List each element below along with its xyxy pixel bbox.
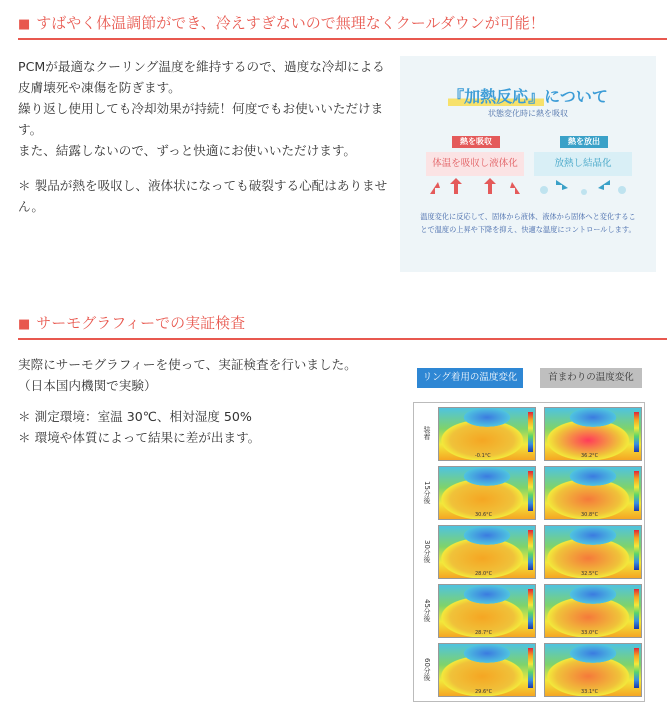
thermo-temperature: 32.5°C	[581, 571, 599, 577]
thermo-time-label: 15分後	[423, 480, 431, 504]
section-heading-thermography	[18, 312, 667, 336]
thermo-color-scale	[634, 589, 639, 629]
thermo-image-neck	[544, 584, 642, 638]
label-ring-temperature: リング着用の温度変化	[417, 368, 523, 388]
thermo-image-neck	[544, 525, 642, 579]
note: ＊ 製品が熱を吸収し、液体状になっても破裂する心配はありません。	[18, 178, 388, 214]
thermo-temperature: 33.0°C	[581, 630, 599, 636]
thermo-time-label: 装着	[423, 426, 431, 440]
paragraph: （日本国内機関で実験）	[18, 378, 157, 393]
thermo-row	[414, 582, 644, 638]
section2-body	[18, 354, 388, 448]
heat-absorb-arrows-icon	[426, 176, 524, 198]
card-title	[400, 84, 656, 107]
card-title-highlight: 『加熱反応』	[448, 87, 545, 106]
thermo-temperature: 28.7°C	[475, 630, 493, 636]
heading-text: すばやく体温調節ができ、冷えすぎないので無理なくクールダウンが可能！	[36, 14, 545, 32]
thermo-image-ring	[438, 643, 536, 697]
heading-square-icon: ■	[18, 17, 31, 32]
thermo-color-scale	[634, 530, 639, 570]
heading-text: サーモグラフィーでの実証検査	[36, 314, 246, 332]
thermo-color-scale	[528, 412, 533, 452]
thermo-image-ring	[438, 407, 536, 461]
thermo-temperature: 28.0°C	[475, 571, 493, 577]
section1-body	[18, 56, 388, 217]
thermo-row	[414, 523, 644, 579]
thermo-temperature: 29.6°C	[475, 689, 493, 695]
thermo-color-scale	[528, 530, 533, 570]
thermo-color-scale	[634, 412, 639, 452]
thermo-temperature: 30.8°C	[581, 512, 599, 518]
paragraph: PCMが最適なクーリング温度を維持するので、過度な冷却による皮膚壊死や凍傷を防ぎます。	[18, 59, 385, 95]
thermo-color-scale	[528, 648, 533, 688]
tag-release-heat: 熱を放出	[560, 136, 608, 148]
heat-release-arrows-icon	[534, 176, 632, 198]
note: ＊ 環境や体質によって結果に差が出ます。	[18, 430, 261, 445]
thermography-grid	[413, 402, 645, 702]
paragraph: また、結露しないので、ずっと快適にお使いいただけます。	[18, 143, 357, 158]
card-description: 温度変化に反応して、固体から液体、液体から固体へと変化することで温度の上昇や下降を抑え、快適な温度にコントロールします。	[420, 212, 636, 234]
heading-square-icon: ■	[18, 317, 31, 332]
pill-crystallize: 放熱し結晶化	[534, 152, 632, 176]
thermo-time-label: 30分後	[423, 539, 431, 563]
note: ＊ 測定環境：室温 30℃、相対湿度 50%	[18, 409, 252, 424]
heat-reaction-card	[400, 56, 656, 272]
thermo-color-scale	[528, 471, 533, 511]
thermo-color-scale	[634, 471, 639, 511]
section-divider	[18, 338, 667, 340]
paragraph: 繰り返し使用しても冷却効果が持続！何度でもお使いいただけます。	[18, 101, 384, 137]
section-heading-cooling	[18, 12, 667, 36]
card-subtitle: 状態変化時に熱を吸収	[488, 109, 568, 118]
thermo-row	[414, 641, 644, 697]
thermo-temperature: -0.1°C	[475, 453, 491, 459]
thermo-image-neck	[544, 466, 642, 520]
card-title-suffix: について	[544, 87, 608, 106]
thermo-time-label: 60分後	[423, 657, 431, 681]
thermo-temperature: 36.2°C	[581, 453, 599, 459]
thermo-time-label: 45分後	[423, 598, 431, 622]
thermo-image-neck	[544, 407, 642, 461]
section-divider	[18, 38, 667, 40]
thermo-color-scale	[634, 648, 639, 688]
thermo-temperature: 30.6°C	[475, 512, 493, 518]
tag-absorb-heat: 熱を吸収	[452, 136, 500, 148]
pill-liquefy: 体温を吸収し液体化	[426, 152, 524, 176]
thermo-temperature: 33.1°C	[581, 689, 599, 695]
thermo-row	[414, 464, 644, 520]
paragraph: 実際にサーモグラフィーを使って、実証検査を行いました。	[18, 357, 357, 372]
thermo-image-ring	[438, 466, 536, 520]
thermo-image-neck	[544, 643, 642, 697]
label-neck-temperature: 首まわりの温度変化	[540, 368, 642, 388]
thermo-row	[414, 405, 644, 461]
thermo-image-ring	[438, 525, 536, 579]
thermo-image-ring	[438, 584, 536, 638]
thermo-color-scale	[528, 589, 533, 629]
